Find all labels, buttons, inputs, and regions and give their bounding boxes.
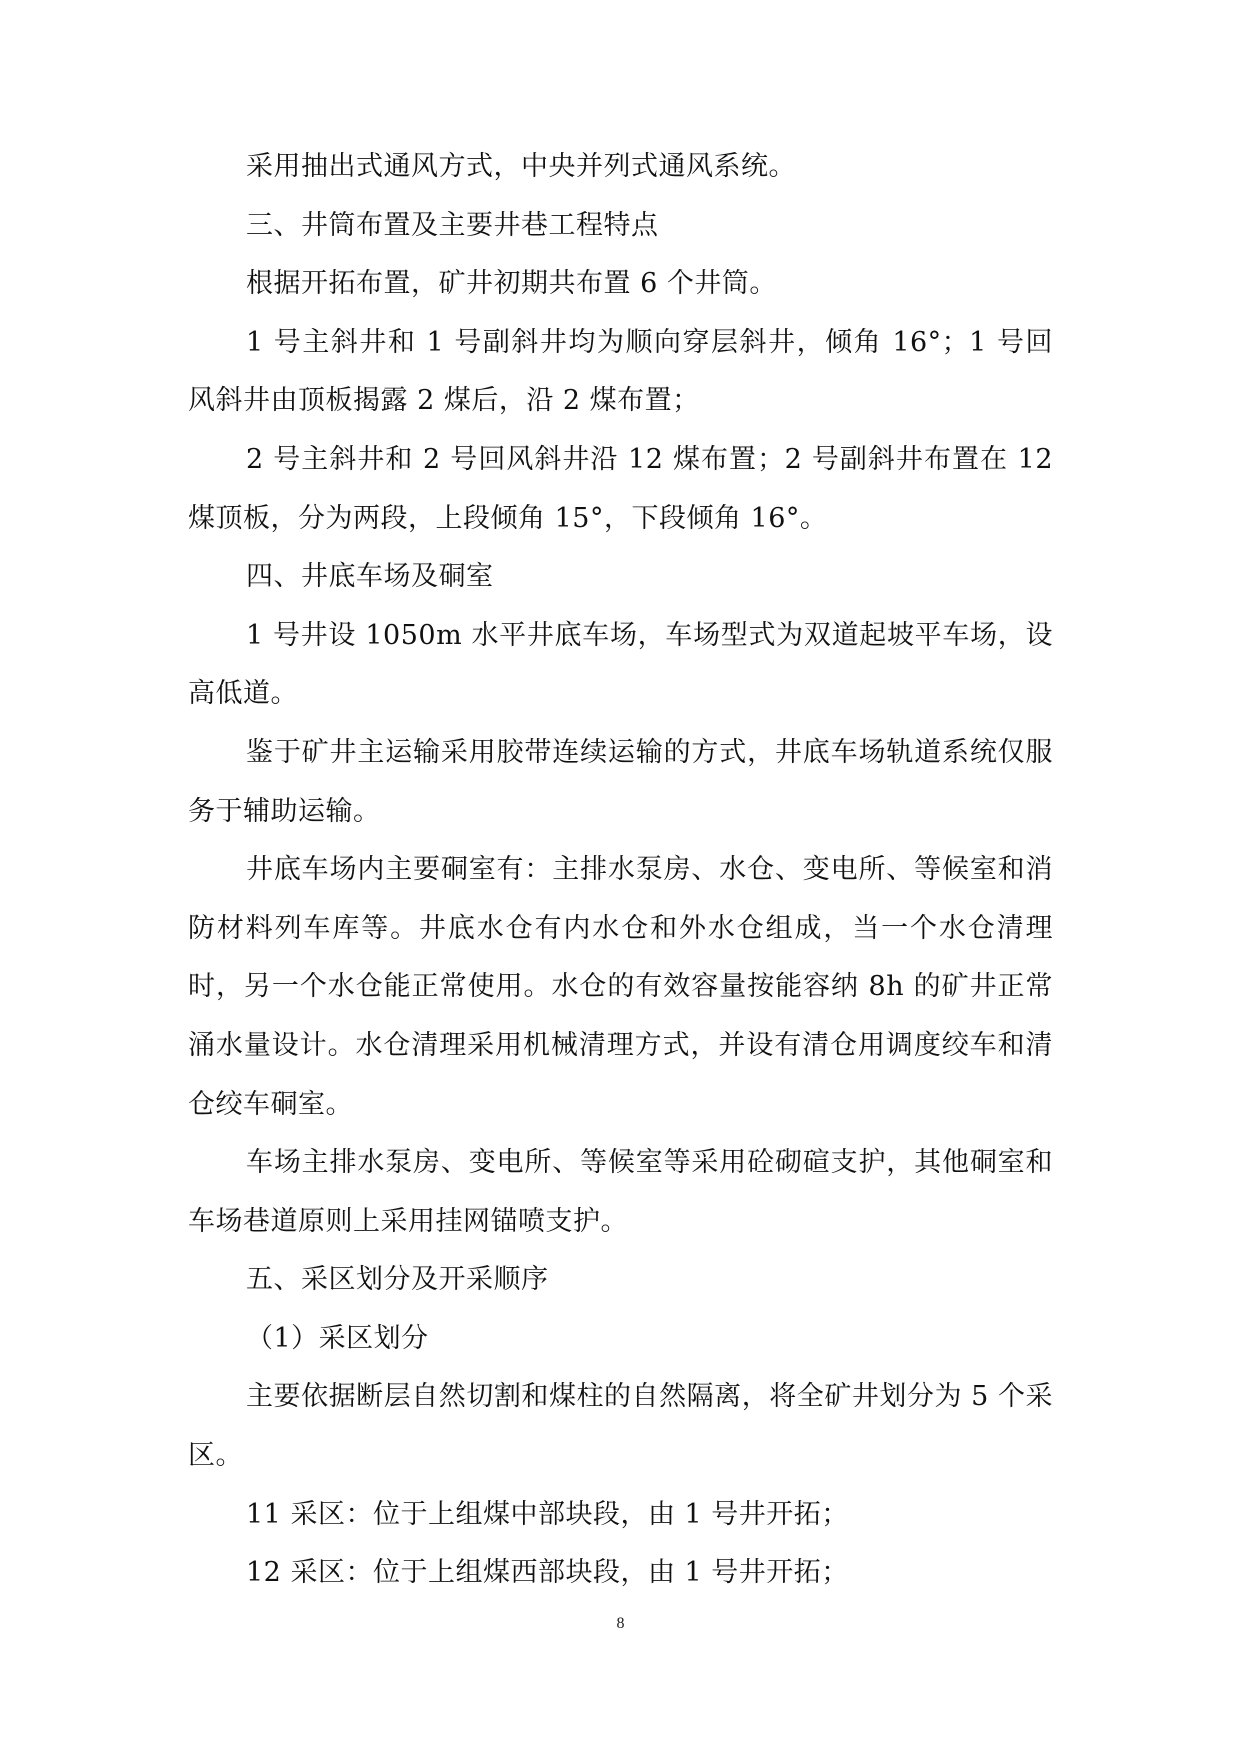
page-number: 8	[616, 1615, 625, 1632]
paragraph-chambers: 井底车场内主要硐室有：主排水泵房、水仓、变电所、等候室和消防材料列车库等。井底水仓有内水仓和外水仓组成，当一个水仓清理时，另一个水仓能正常使用。水仓的有效容量按能容纳 8h 的矿井正常涌水量设计。水仓清理采用机械清理方式，并设有清仓用调度绞车和清仓绞车硐室。	[188, 854, 1053, 1120]
subsection-heading-area-division: （1）采区划分	[246, 1322, 429, 1354]
paragraph-shaft-2: 2 号主斜井和 2 号回风斜井沿 12 煤布置；2 号副斜井布置在 12 煤顶板，分为两段，上段倾角 15°，下段倾角 16°。	[188, 443, 1053, 534]
paragraph-shaft-count: 根据开拓布置，矿井初期共布置 6 个井筒。	[246, 268, 777, 300]
paragraph-ventilation-method: 采用抽出式通风方式，中央并列式通风系统。	[246, 151, 796, 182]
paragraph-area-division: 主要依据断层自然切割和煤柱的自然隔离，将全矿井划分为 5 个采区。	[188, 1381, 1053, 1472]
paragraph-shaft-1: 1 号主斜井和 1 号副斜井均为顺向穿层斜井，倾角 16°；1 号回风斜井由顶板揭露 2 煤后，沿 2 煤布置；	[188, 326, 1053, 417]
section-heading-mining-areas: 五、采区划分及开采顺序	[246, 1264, 549, 1296]
section-heading-shafts: 三、井筒布置及主要井巷工程特点	[246, 209, 659, 241]
paragraph-auxiliary-transport: 鉴于矿井主运输采用胶带连续运输的方式，井底车场轨道系统仅服务于辅助运输。	[188, 736, 1053, 827]
paragraph-support: 车场主排水泵房、变电所、等候室等采用砼砌碹支护，其他硐室和车场巷道原则上采用挂网锚喷支护。	[188, 1147, 1053, 1237]
document-body	[188, 138, 1053, 1603]
paragraph-area-12: 12 采区：位于上组煤西部块段，由 1 号井开拓；	[246, 1557, 849, 1589]
paragraph-area-11: 11 采区：位于上组煤中部块段，由 1 号井开拓；	[246, 1498, 849, 1530]
paragraph-shaft-bottom-yard: 1 号井设 1050m 水平井底车场，车场型式为双道起坡平车场，设高低道。	[188, 619, 1053, 710]
section-heading-shaft-bottom: 四、井底车场及硐室	[246, 561, 494, 593]
